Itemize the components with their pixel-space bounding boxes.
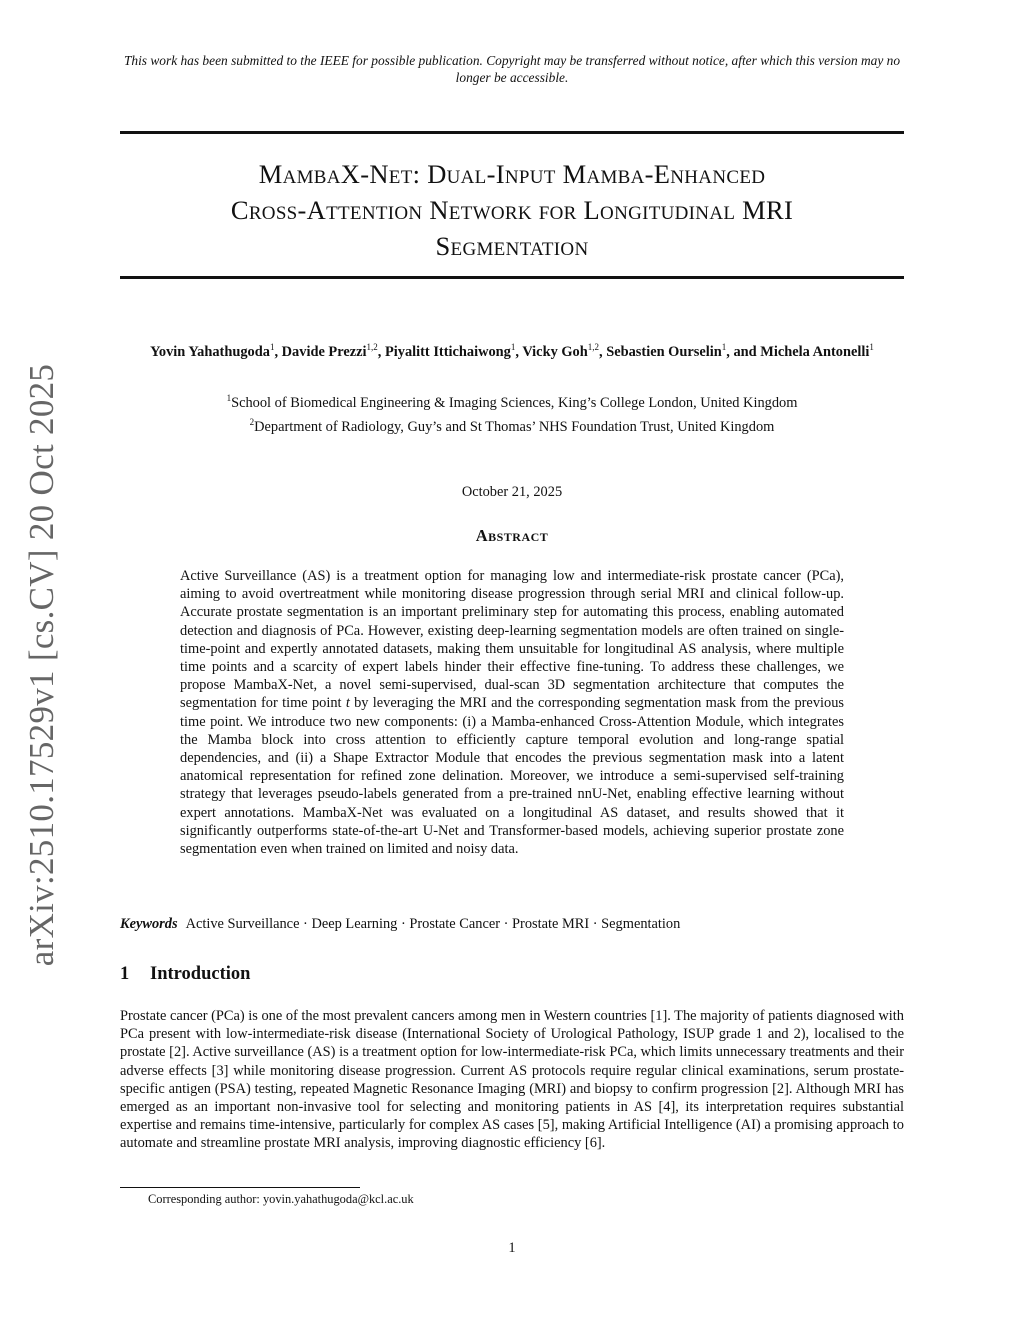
title-line-2: Cross-Attention Network for Longitudinal MRI [230, 195, 794, 225]
author: Sebastien Ourselin$^1$, and [606, 342, 761, 360]
footnote-rule [120, 1187, 360, 1188]
publication-date: October 21, 2025 [461, 484, 563, 500]
title-rule-top [120, 131, 904, 134]
ieee-notice: This work has been submitted to the IEEE for possible publication. Copyright may be transferred without notice, after which this version may no longer be accessible. [123, 53, 901, 85]
section-heading [120, 964, 904, 985]
arxiv-stamp: arXiv:2510.17529v1 [cs.CV] 20 Oct 2025 [22, 363, 61, 967]
affiliation: $^2$Department of Radiology, Guy’s and St Thomas’ NHS Foundation Trust, United Kingdom [249, 416, 775, 435]
introduction-paragraph: Prostate cancer (PCa) is one of the most prevalent cancers among men in Western countries [1]. The majority of patients diagnosed with PCa present with low-intermediate-risk disease (International Society of Urological Pathology, ISUP grade 1 and 2), localised to the prostate [2]. Active surveillance (AS) is a treatment option for low-intermediate-risk PCa, which limits unnecessary treatments and their adverse effects [3] while monitoring disease progression. Current AS protocols require regular clinical examinations, serum prostate-specific antigen (PSA) testing, repeated Magnetic Resonance Imaging (MRI) and biopsy to confirm progression [2]. Although MRI has emerged as an important non-invasive tool for selecting and monitoring patients in AS [4], its interpretation requires substantial expertise and remains time-intensive, particularly for complex AS cases [5], making Artificial Intelligence (AI) a promising approach to automate and streamline prostate MRI analysis, improving diagnostic efficiency [6]. [120, 1008, 904, 1152]
author: Vicky Goh$^{1,2}$, [522, 342, 607, 360]
title-line-1: MambaX-Net: Dual-Input Mamba-Enhanced [258, 159, 766, 189]
title-line-3: Segmentation [435, 231, 589, 261]
affiliation: $^1$School of Biomedical Engineering & Imaging Sciences, King’s College London, United Kingdom [226, 393, 798, 411]
page-number: 1 [508, 1240, 516, 1256]
title-rule-bottom [120, 276, 904, 279]
keywords-label: Keywords [120, 916, 178, 932]
section-title: Introduction [150, 964, 251, 984]
abstract-heading: Abstract [475, 526, 549, 545]
author: Michela Antonelli$^1$ [760, 342, 874, 360]
author: Davide Prezzi$^{1,2}$, [281, 342, 385, 360]
keywords [120, 916, 904, 933]
keywords-list: Active Surveillance · Deep Learning · Prostate Cancer · Prostate MRI · Segmentation [185, 916, 681, 932]
abstract-text: Active Surveillance (AS) is a treatment option for managing low and intermediate-risk prostate cancer (PCa), aiming to avoid overtreatment while monitoring disease progression through serial MRI and clinical follow-up. Accurate prostate segmentation is an important preliminary step for automating this process, enabling automated detection and diagnosis of PCa. However, existing deep-learning segmentation models are often trained on single-time-point and expertly annotated datasets, making them unsuitable for longitudinal AS analysis, where multiple time points and a scarcity of expert labels hinder their effective fine-tuning. To address these challenges, we propose MambaX-Net, a novel semi-supervised, dual-scan 3D segmentation architecture that computes the segmentation for time point t by leveraging the MRI and the corresponding segmentation mask from the previous time point. We introduce two new components: (i) a Mamba-enhanced Cross-Attention Module, which integrates the Mamba block into cross attention to efficiently capture temporal evolution and long-range spatial dependencies, and (ii) a Shape Extractor Module that encodes the previous segmentation mask into a latent anatomical representation for refined zone delination. Moreover, we introduce a semi-supervised self-training strategy that leverages pseudo-labels generated from a pre-trained nnU-Net, enabling effective learning without expert annotations. MambaX-Net was evaluated on a longitudinal AS dataset, and results showed that it significantly outperforms state-of-the-art U-Net and Transformer-based models, achieving superior prostate zone segmentation even when trained on limited and noisy data. [180, 568, 845, 858]
section-number: 1 [120, 964, 130, 984]
author-list [112, 338, 912, 361]
author: Yovin Yahathugoda$^1$, [150, 342, 282, 360]
affiliations [112, 389, 912, 437]
footnote: Corresponding author: yovin.yahathugoda@kcl.ac.uk [148, 1192, 414, 1206]
paper-title [120, 156, 904, 264]
author: Piyalitt Ittichaiwong$^1$, [384, 342, 523, 360]
